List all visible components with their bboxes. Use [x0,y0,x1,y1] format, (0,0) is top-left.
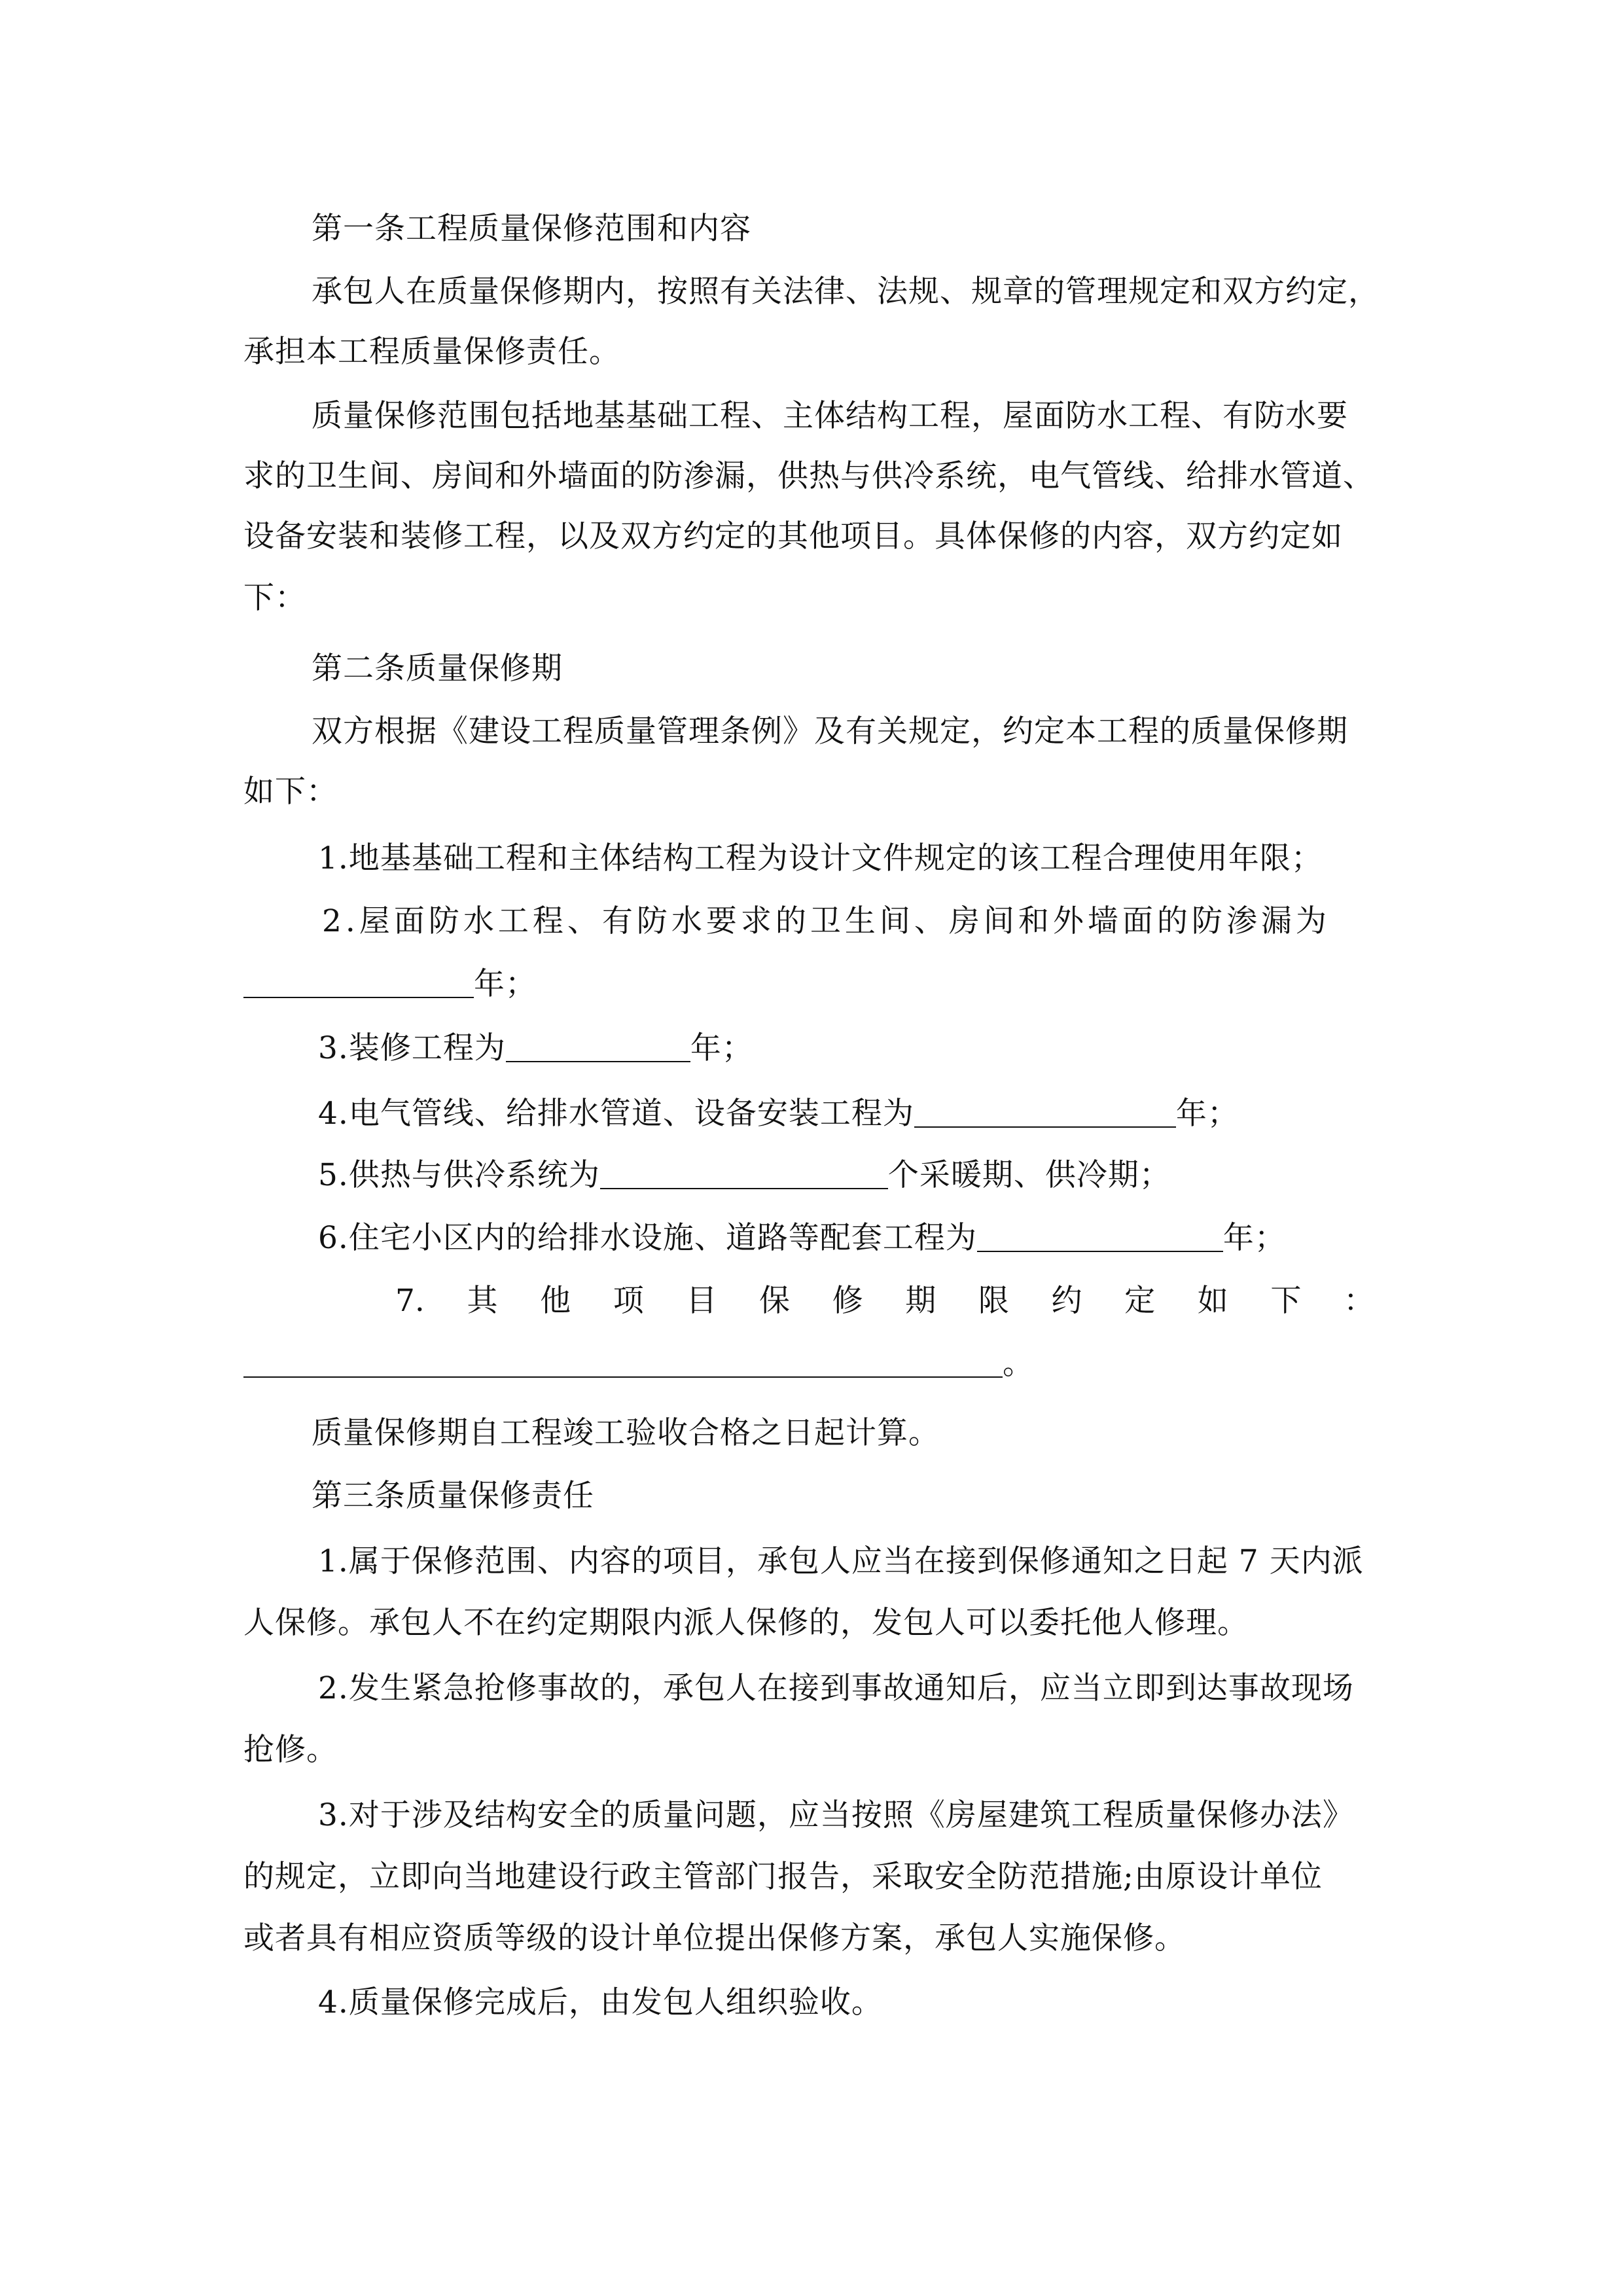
section1-para1-line1: 承包人在质量保修期内，按照有关法律、法规、规章的管理规定和双方约定， [312,274,1380,310]
warranty-period-start: 质量保修期自工程竣工验收合格之日起计算。 [312,1415,940,1451]
warranty-item-6 [318,1219,1455,1258]
blank-field[interactable] [600,1159,888,1189]
warranty-item-3-suffix: 年； [690,1030,753,1066]
responsibility-item-2-line2: 抢修。 [243,1732,338,1768]
warranty-item-7-line2 [243,1344,1381,1384]
responsibility-item-2-line1: 2.发生紧急抢修事故的，承包人在接到事故通知后，应当立即到达事故现场 [318,1670,1354,1706]
section3-heading: 第三条质量保修责任 [312,1478,594,1514]
responsibility-item-1-line1: 1.属于保修范围、内容的项目，承包人应当在接到保修通知之日起 7 天内派 [318,1543,1364,1579]
warranty-item-5-label: 5.供热与供冷系统为 [318,1157,600,1193]
blank-field[interactable] [977,1222,1223,1252]
warranty-item-3 [318,1029,1455,1068]
section1-para2-line2: 求的卫生间、房间和外墙面的防渗漏，供热与供冷系统，电气管线、给排水管道、 [243,458,1374,494]
blank-field[interactable] [506,1032,690,1062]
blank-field[interactable] [914,1098,1176,1128]
blank-field[interactable] [243,1348,1003,1378]
warranty-item-2-suffix: 年； [474,966,537,1002]
warranty-item-3-label: 3.装修工程为 [318,1030,506,1066]
section2-heading: 第二条质量保修期 [312,651,563,687]
item7-char: 7. [395,1283,425,1319]
blank-field[interactable] [243,968,474,998]
warranty-item-2-line2 [243,965,1381,1004]
section2-intro-line1: 双方根据《建设工程质量管理条例》及有关规定，约定本工程的质量保修期 [312,713,1348,749]
item7-char: 下 [1270,1283,1302,1319]
item7-char: 约 [1051,1283,1082,1319]
item7-char: 限 [978,1283,1009,1319]
warranty-item-7-suffix: 。 [1003,1346,1034,1382]
section2-intro-line2: 如下： [243,774,338,810]
responsibility-item-3-line1: 3.对于涉及结构安全的质量问题，应当按照《房屋建筑工程质量保修办法》 [318,1797,1354,1833]
item7-char: 目 [686,1283,717,1319]
section1-para1-line2: 承担本工程质量保修责任。 [243,334,620,370]
item7-char: 修 [832,1283,863,1319]
item7-char: 定 [1124,1283,1156,1319]
warranty-item-4-label: 4.电气管线、给排水管道、设备安装工程为 [318,1096,914,1132]
responsibility-item-4: 4.质量保修完成后，由发包人组织验收。 [318,1984,883,2020]
section1-para2-line1: 质量保修范围包括地基基础工程、主体结构工程，屋面防水工程、有防水要 [312,398,1348,434]
section1-heading: 第一条工程质量保修范围和内容 [312,211,751,247]
warranty-item-4 [318,1094,1455,1134]
item7-char: 他 [540,1283,571,1319]
item7-char: 如 [1197,1283,1228,1319]
section1-para2-line3: 设备安装和装修工程，以及双方约定的其他项目。具体保修的内容，双方约定如 [243,518,1343,554]
warranty-item-2-line1: 2.屋面防水工程、有防水要求的卫生间、房间和外墙面的防渗漏为 [322,903,1330,939]
warranty-item-7-line1 [395,1282,1374,1321]
warranty-item-4-suffix: 年； [1175,1096,1239,1132]
item7-char: ： [1343,1283,1374,1319]
item7-char: 期 [905,1283,936,1319]
item7-char: 其 [467,1283,498,1319]
warranty-item-1: 1.地基基础工程和主体结构工程为设计文件规定的该工程合理使用年限； [318,840,1323,876]
warranty-item-5-suffix: 个采暖期、供冷期； [887,1157,1171,1193]
warranty-item-6-label: 6.住宅小区内的给排水设施、道路等配套工程为 [318,1220,977,1256]
item7-char: 保 [758,1283,790,1319]
responsibility-item-3-line2: 的规定，立即向当地建设行政主管部门报告，采取安全防范措施;由原设计单位 [243,1859,1323,1895]
warranty-item-5 [318,1156,1455,1195]
responsibility-item-1-line2: 人保修。承包人不在约定期限内派人保修的，发包人可以委托他人修理。 [243,1605,1249,1641]
warranty-item-6-suffix: 年； [1222,1220,1286,1256]
responsibility-item-3-line3: 或者具有相应资质等级的设计单位提出保修方案，承包人实施保修。 [243,1920,1186,1956]
item7-char: 项 [613,1283,644,1319]
section1-para2-line4: 下： [243,580,306,616]
